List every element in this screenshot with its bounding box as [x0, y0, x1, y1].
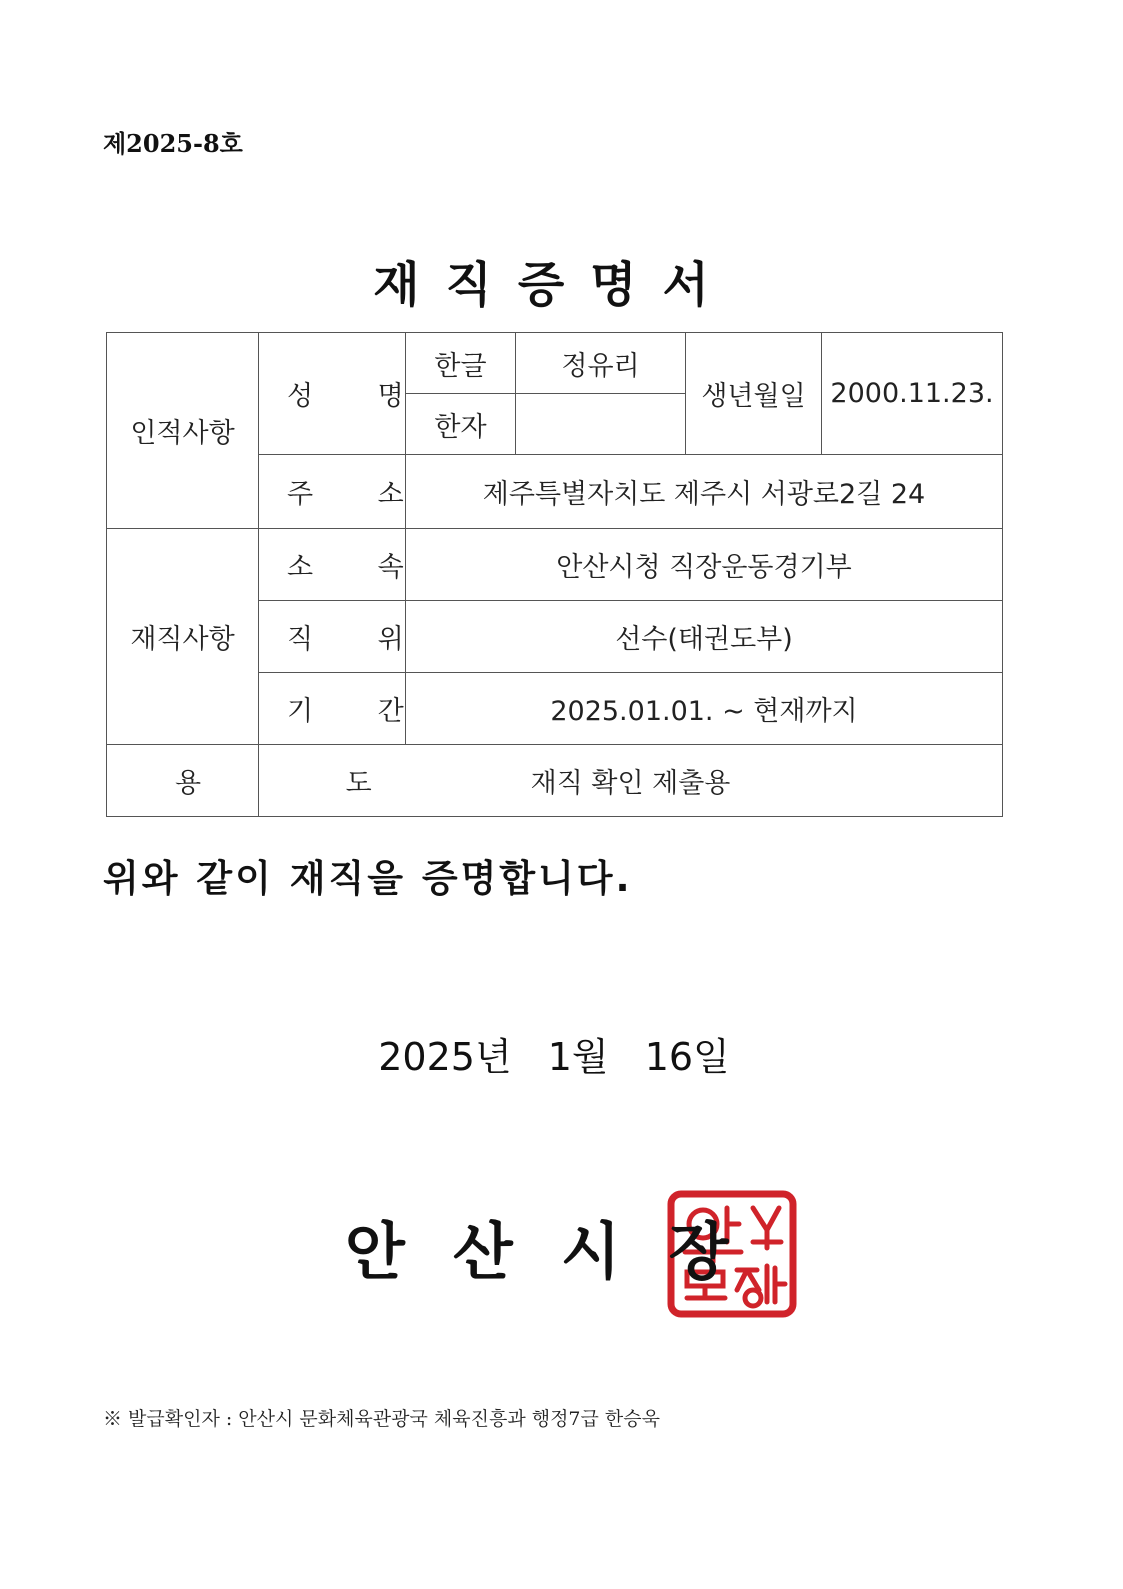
period-label: 기 간 [259, 673, 406, 745]
hanja-name-value [516, 394, 686, 455]
issue-date: 2025년 1월 16일 [378, 1035, 730, 1079]
purpose-label: 용 도 [107, 745, 259, 817]
korean-name-label: 한글 [406, 333, 516, 394]
issuer-name: 안산시장 [345, 1215, 777, 1288]
certification-statement: 위와 같이 재직을 증명합니다. [103, 857, 633, 900]
issuer-confirmation-note: ※ 발급확인자 : 안산시 문화체육관광국 체육진흥과 행정7급 한승욱 [103, 1408, 660, 1430]
birth-date-label: 생년월일 [686, 333, 822, 455]
employment-info-header: 재직사항 [107, 529, 259, 745]
period-value: 2025.01.01. ~ 현재까지 [406, 673, 1003, 745]
affiliation-value: 안산시청 직장운동경기부 [406, 529, 1003, 601]
personal-info-header: 인적사항 [107, 333, 259, 529]
address-label: 주 소 [259, 455, 406, 529]
document-number: 제2025-8호 [103, 129, 243, 158]
hanja-name-label: 한자 [406, 394, 516, 455]
name-label: 성 명 [259, 333, 406, 455]
document-title: 재직증명서 [373, 257, 735, 313]
certificate-table [106, 332, 1003, 817]
position-value: 선수(태권도부) [406, 601, 1003, 673]
address-value: 제주특별자치도 제주시 서광로2길 24 [406, 455, 1003, 529]
affiliation-label: 소 속 [259, 529, 406, 601]
purpose-value: 재직 확인 제출용 [259, 745, 1003, 817]
position-label: 직 위 [259, 601, 406, 673]
birth-date-value: 2000.11.23. [822, 333, 1003, 455]
korean-name-value: 정유리 [516, 333, 686, 394]
